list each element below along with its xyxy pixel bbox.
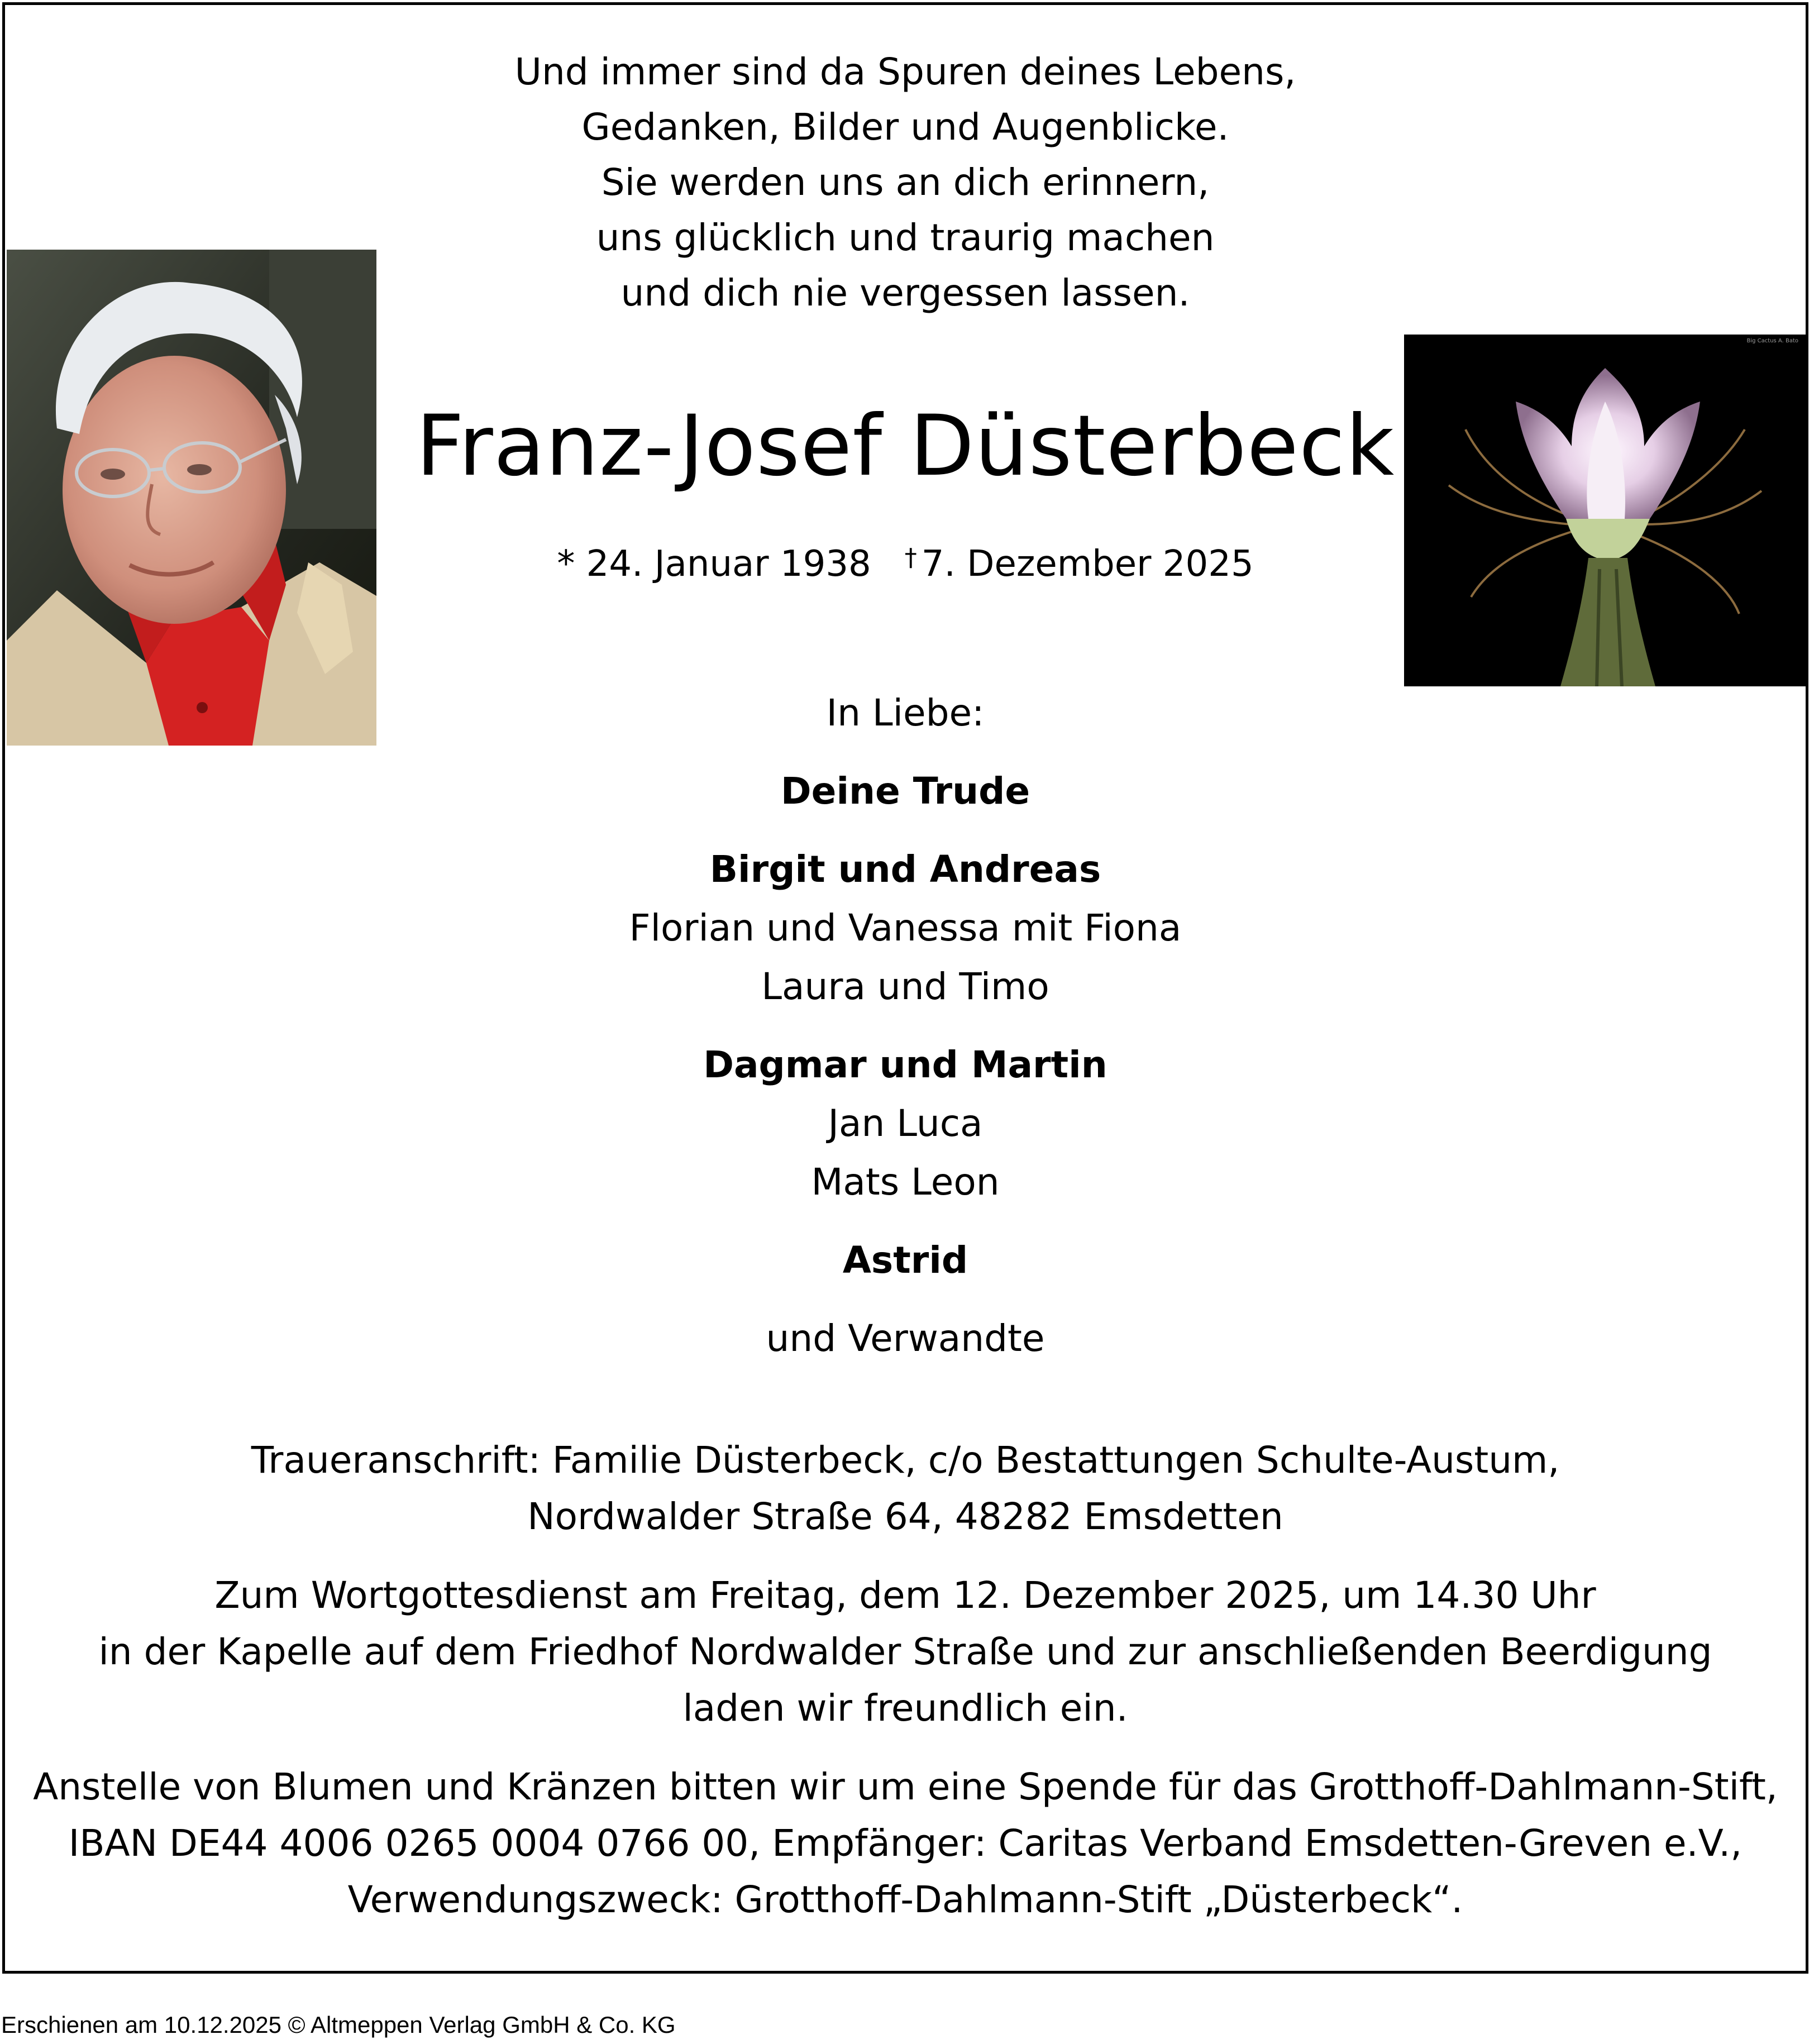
poem-line: und dich nie vergessen lassen. [620,271,1190,314]
service-line: Zum Wortgottesdienst am Freitag, dem 12. Dezember 2025, um 14.30 Uhr [214,1574,1596,1617]
night-blooming-cactus-flower-image [1404,335,1807,686]
life-dates [5,533,1806,589]
family-member: Laura und Timo [761,965,1049,1008]
portrait-photo [7,250,376,746]
family-intro: In Liebe: [826,691,985,734]
donation-line: Anstelle von Blumen und Kränzen bitten wir um eine Spende für das Grotthoff-Dahlmann-Stift, [33,1765,1778,1808]
donation-notice [5,1759,1806,1928]
family-group-head: Dagmar und Martin [703,1043,1108,1086]
donation-line: IBAN DE44 4006 0265 0004 0766 00, Empfänger: Caritas Verband Emsdetten-Greven e.V., [68,1822,1743,1865]
family-group-head: Astrid [842,1239,968,1282]
address-line: Traueranschrift: Familie Düsterbeck, c/o Bestattungen Schulte-Austum, [251,1439,1560,1482]
mourners-list [5,684,1806,1368]
poem-line: uns glücklich und traurig machen [596,216,1215,259]
cross-symbol: † [904,543,917,572]
service-line: laden wir freundlich ein. [682,1687,1128,1730]
photo-credit: Big Cactus A. Bato [1746,338,1798,344]
family-group-head: Deine Trude [780,770,1030,813]
mourning-address [5,1432,1806,1545]
family-group-head: Birgit und Andreas [709,848,1101,891]
publication-footer: Erschienen am 10.12.2025 © Altmeppen Verlag GmbH & Co. KG [1,2012,676,2038]
obituary-frame [2,2,1808,1974]
poem-line: Und immer sind da Spuren deines Lebens, [514,50,1296,93]
family-member: Mats Leon [811,1161,1000,1204]
family-member: Jan Luca [828,1102,983,1145]
address-line: Nordwalder Straße 64, 48282 Emsdetten [527,1495,1283,1538]
donation-line: Verwendungszweck: Grotthoff-Dahlmann-Stift „Düsterbeck“. [347,1878,1463,1921]
death-date: 7. Dezember 2025 [921,543,1254,585]
deceased-name: Franz-Josef Düsterbeck [416,398,1395,495]
family-outro: und Verwandte [766,1317,1045,1360]
family-member: Florian und Vanessa mit Fiona [629,906,1182,949]
birth-date: * 24. Januar 1938 [557,543,871,585]
poem-line: Gedanken, Bilder und Augenblicke. [581,106,1229,149]
flower-photo [1404,335,1807,686]
portrait-image [7,250,376,746]
poem-line: Sie werden uns an dich erinnern, [601,161,1210,204]
funeral-info [5,1432,1806,1950]
service-notice [5,1567,1806,1736]
service-line: in der Kapelle auf dem Friedhof Nordwalder Straße und zur anschließenden Beerdigung [98,1630,1712,1673]
